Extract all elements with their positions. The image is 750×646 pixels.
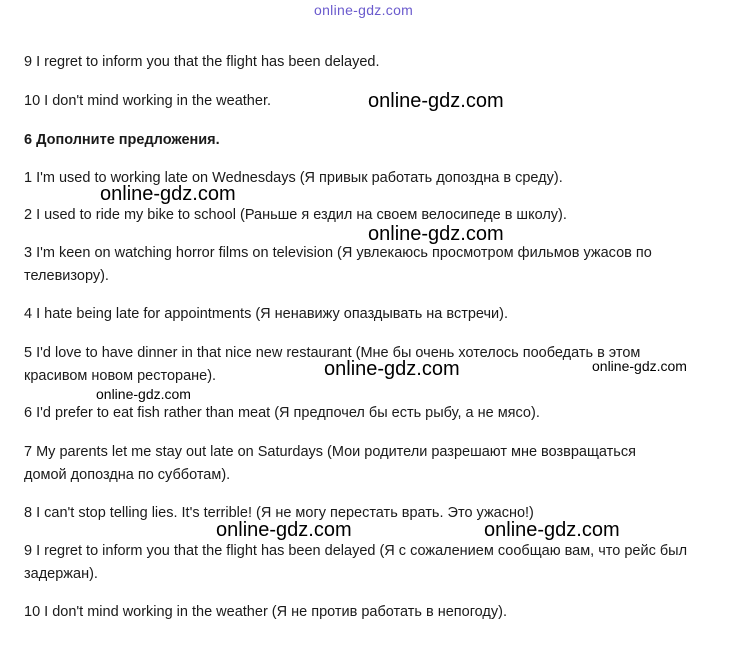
answer-5-line-1: 5 I'd love to have dinner in that nice new restaurant (Мне бы очень хотелось пообедать в этом — [24, 345, 641, 361]
watermark: online-gdz.com — [216, 519, 352, 541]
answer-5-line-2: красивом новом ресторане). — [24, 368, 217, 384]
answer-2: 2 I used to ride my bike to school (Раньше я ездил на своем велосипеде в школу). — [24, 207, 567, 223]
answer-7-line-1: 7 My parents let me stay out late on Saturdays (Мои родители разрешают мне возвращаться — [24, 444, 636, 460]
answer-9-line-1: 9 I regret to inform you that the flight has been delayed (Я с сожалением сообщаю вам, что рейс был — [24, 543, 688, 559]
text-line-9: 9 I regret to inform you that the flight has been delayed. — [24, 54, 380, 70]
watermark: online-gdz.com — [368, 90, 504, 112]
answer-7-line-2: домой допоздна по субботам). — [24, 467, 231, 483]
watermark-top: online-gdz.com — [314, 2, 414, 18]
watermark: online-gdz.com — [368, 223, 504, 245]
text-line-10: 10 I don't mind working in the weather. — [24, 93, 271, 109]
answer-10: 10 I don't mind working in the weather (Я не против работать в непогоду). — [24, 604, 507, 620]
answer-3-line-1: 3 I'm keen on watching horror films on television (Я увлекаюсь просмотром фильмов ужасов по — [24, 245, 652, 261]
watermark: online-gdz.com — [96, 386, 191, 402]
watermark: online-gdz.com — [100, 183, 236, 205]
watermark: online-gdz.com — [484, 519, 620, 541]
answer-4: 4 I hate being late for appointments (Я ненавижу опаздывать на встречи). — [24, 306, 508, 322]
answer-9-line-2: задержан). — [24, 566, 98, 582]
section-heading: 6 Дополните предложения. — [24, 132, 220, 148]
answer-6: 6 I'd prefer to eat fish rather than meat (Я предпочел бы есть рыбу, а не мясо). — [24, 405, 540, 421]
watermark: online-gdz.com — [324, 358, 460, 380]
answer-3-line-2: телевизору). — [24, 268, 109, 284]
answer-8: 8 I can't stop telling lies. It's terrible! (Я не могу перестать врать. Это ужасно!) — [24, 505, 534, 521]
answer-1: 1 I'm used to working late on Wednesdays (Я привык работать допоздна в среду). — [24, 170, 563, 186]
watermark: online-gdz.com — [592, 358, 687, 374]
